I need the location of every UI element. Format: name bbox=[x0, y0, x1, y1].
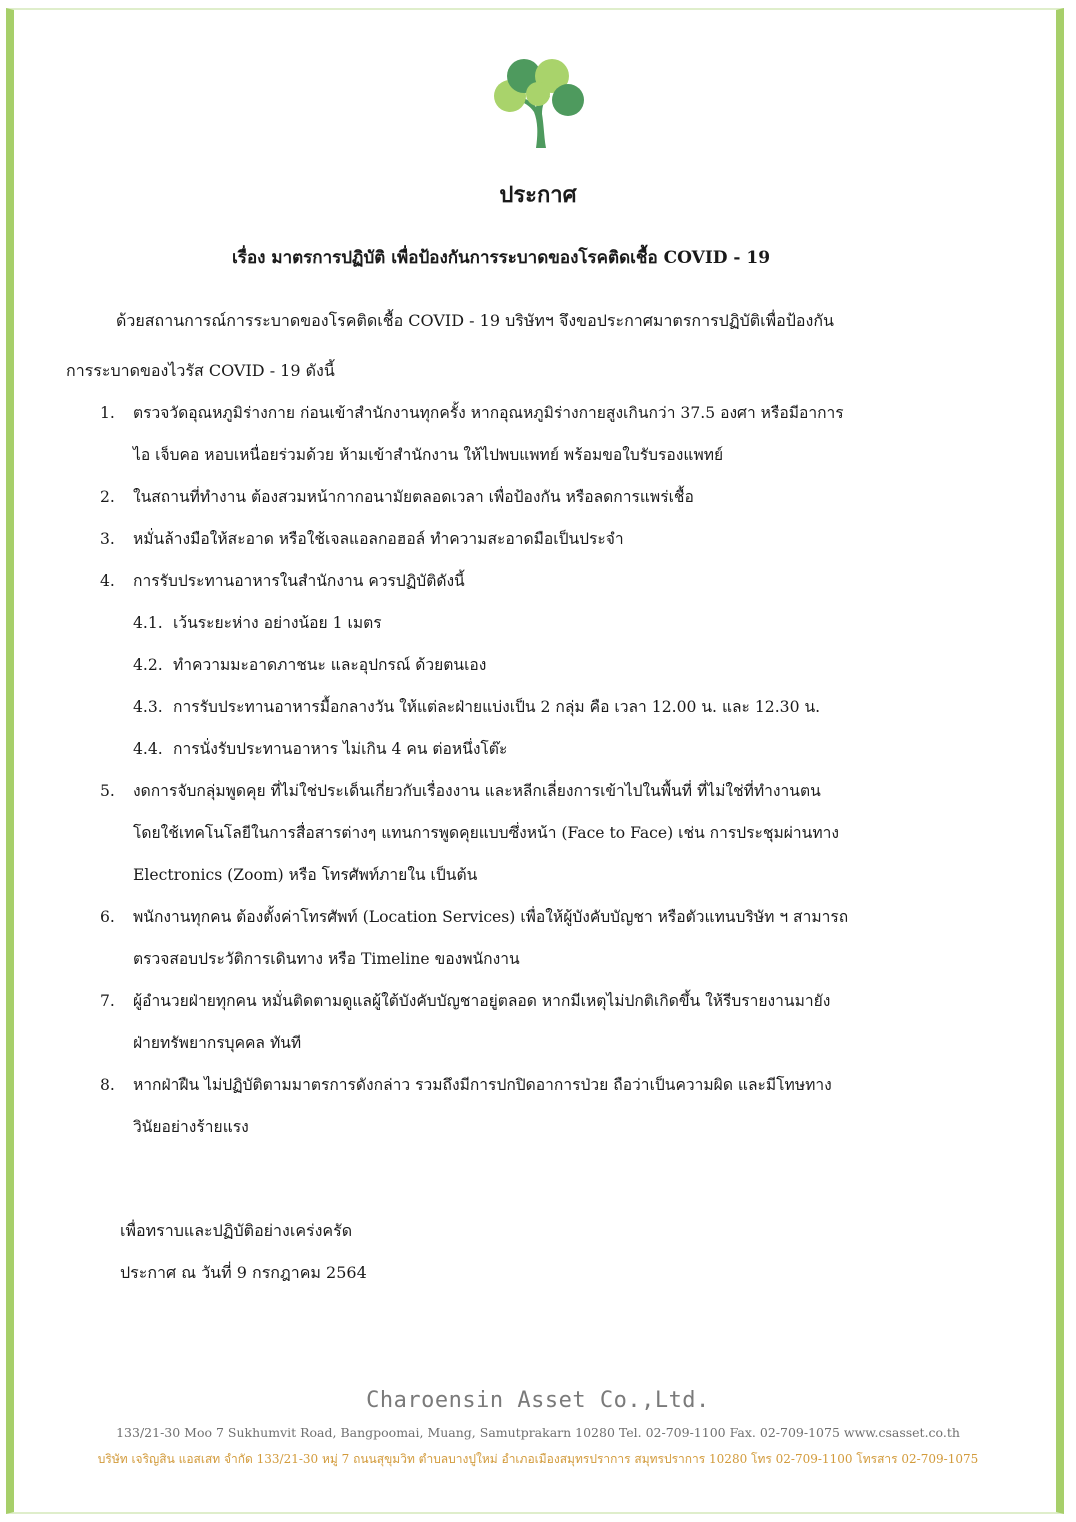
item-text: พนักงานทุกคน ต้องตั้งค่าโทรศัพท์ (Location Services) เพื่อให้ผู้บังคับบัญชา หรือตัวแทนบริษัท ฯ สามารถ bbox=[133, 908, 849, 926]
list-item bbox=[100, 392, 960, 476]
item-text: โดยใช้เทคโนโลยีในการสื่อสารต่างๆ แทนการพูดคุยแบบซึ่งหน้า (Face to Face) เช่น การประชุมผ่านทาง bbox=[133, 824, 839, 842]
closing-block bbox=[120, 1210, 367, 1294]
item-text: Electronics (Zoom) หรือ โทรศัพท์ภายใน เป็นต้น bbox=[133, 866, 478, 884]
company-address-th: บริษัท เจริญสิน แอสเสท จำกัด 133/21-30 หมู่ 7 ถนนสุขุมวิท ตำบลบางปูใหม่ อำเภอเมืองสมุทรปราการ สมุทรปราการ 10280 โทร 02-709-1100 โทรสาร 02-709-1075 bbox=[97, 1452, 979, 1466]
list-item bbox=[100, 770, 960, 896]
item-number: 7. bbox=[100, 992, 115, 1010]
sub-item-number: 4.3. bbox=[133, 698, 163, 716]
item-number: 1. bbox=[100, 404, 115, 422]
item-text: งดการจับกลุ่มพูดคุย ที่ไม่ใช่ประเด็นเกี่ยวกับเรื่องงาน และหลีกเลี่ยงการเข้าไปในพื้นที่ ที่ไม่ใช่ที่ทำงานตน bbox=[133, 782, 821, 800]
item-text: ตรวจวัดอุณหภูมิร่างกาย ก่อนเข้าสำนักงานทุกครั้ง หากอุณหภูมิร่างกายสูงเกินกว่า 37.5 องศา หรือมีอาการ bbox=[133, 404, 844, 422]
item-number: 4. bbox=[100, 572, 115, 590]
item-text: หากฝ่าฝืน ไม่ปฏิบัติตามมาตรการดังกล่าว รวมถึงมีการปกปิดอาการป่วย ถือว่าเป็นความผิด และมีโทษทาง bbox=[133, 1076, 832, 1094]
measures-list bbox=[100, 392, 960, 1148]
document-subject: เรื่อง มาตรการปฏิบัติ เพื่อป้องกันการระบาดของโรคติดเชื้อ COVID - 19 bbox=[232, 248, 771, 268]
item-text: ไอ เจ็บคอ หอบเหนื่อยร่วมด้วย ห้ามเข้าสำนักงาน ให้ไปพบแพทย์ พร้อมขอใบรับรองแพทย์ bbox=[133, 446, 724, 464]
sub-item-text: การรับประทานอาหารมื้อกลางวัน ให้แต่ละฝ่ายแบ่งเป็น 2 กลุ่ม คือ เวลา 12.00 น. และ 12.30 น. bbox=[173, 698, 821, 716]
document-title: ประกาศ bbox=[499, 182, 577, 208]
sub-list-item bbox=[133, 644, 960, 686]
sub-item-number: 4.4. bbox=[133, 740, 163, 758]
company-name: Charoensin Asset Co.,Ltd. bbox=[366, 1388, 710, 1413]
item-number: 2. bbox=[100, 488, 115, 506]
sub-list-item bbox=[133, 602, 960, 644]
announcement-date: ประกาศ ณ วันที่ 9 กรกฎาคม 2564 bbox=[120, 1263, 367, 1282]
list-item bbox=[100, 560, 960, 602]
item-text: หมั่นล้างมือให้สะอาด หรือใช้เจลแอลกอฮอล์ ทำความสะอาดมือเป็นประจำ bbox=[133, 530, 624, 548]
closing-line: เพื่อทราบและปฏิบัติอย่างเคร่งครัด bbox=[120, 1221, 353, 1240]
list-item bbox=[100, 896, 960, 980]
intro-line: การระบาดของไวรัส COVID - 19 ดังนี้ bbox=[66, 361, 335, 380]
item-text: วินัยอย่างร้ายแรง bbox=[133, 1118, 249, 1136]
list-item bbox=[100, 980, 960, 1064]
item-number: 8. bbox=[100, 1076, 115, 1094]
sub-item-text: เว้นระยะห่าง อย่างน้อย 1 เมตร bbox=[173, 614, 382, 632]
sub-list-item bbox=[133, 728, 960, 770]
company-address-en: 133/21-30 Moo 7 Sukhumvit Road, Bangpoomai, Muang, Samutprakarn 10280 Tel. 02-709-1100 Fax. 02-709-1075 www.csasset.co.th bbox=[116, 1425, 960, 1440]
item-text: ในสถานที่ทำงาน ต้องสวมหน้ากากอนามัยตลอดเวลา เพื่อป้องกัน หรือลดการแพร่เชื้อ bbox=[133, 488, 694, 506]
item-number: 6. bbox=[100, 908, 115, 926]
item-text: ฝ่ายทรัพยากรบุคคล ทันที bbox=[133, 1034, 302, 1052]
item-text: ผู้อำนวยฝ่ายทุกคน หมั่นติดตามดูแลผู้ใต้บังคับบัญชาอยู่ตลอด หากมีเหตุไม่ปกติเกิดขึ้น ให้รีบรายงานมายัง bbox=[133, 992, 831, 1010]
sub-item-number: 4.2. bbox=[133, 656, 163, 674]
list-item bbox=[100, 1064, 960, 1148]
intro-line: ด้วยสถานการณ์การระบาดของโรคติดเชื้อ COVID - 19 บริษัทฯ จึงขอประกาศมาตรการปฏิบัติเพื่อป้องกัน bbox=[116, 311, 834, 330]
item-text: ตรวจสอบประวัติการเดินทาง หรือ Timeline ของพนักงาน bbox=[133, 950, 520, 968]
sub-list-item bbox=[133, 686, 960, 728]
sub-item-number: 4.1. bbox=[133, 614, 163, 632]
item-number: 3. bbox=[100, 530, 115, 548]
sub-item-text: การนั่งรับประทานอาหาร ไม่เกิน 4 คน ต่อหนึ่งโต๊ะ bbox=[173, 740, 508, 758]
item-text: การรับประทานอาหารในสำนักงาน ควรปฏิบัติดังนี้ bbox=[133, 572, 465, 590]
sub-item-text: ทำความมะอาดภาชนะ และอุปกรณ์ ด้วยตนเอง bbox=[173, 656, 487, 674]
list-item bbox=[100, 476, 960, 518]
list-item bbox=[100, 518, 960, 560]
tree-logo-icon bbox=[486, 56, 590, 152]
item-number: 5. bbox=[100, 782, 115, 800]
intro-paragraph bbox=[66, 296, 956, 396]
